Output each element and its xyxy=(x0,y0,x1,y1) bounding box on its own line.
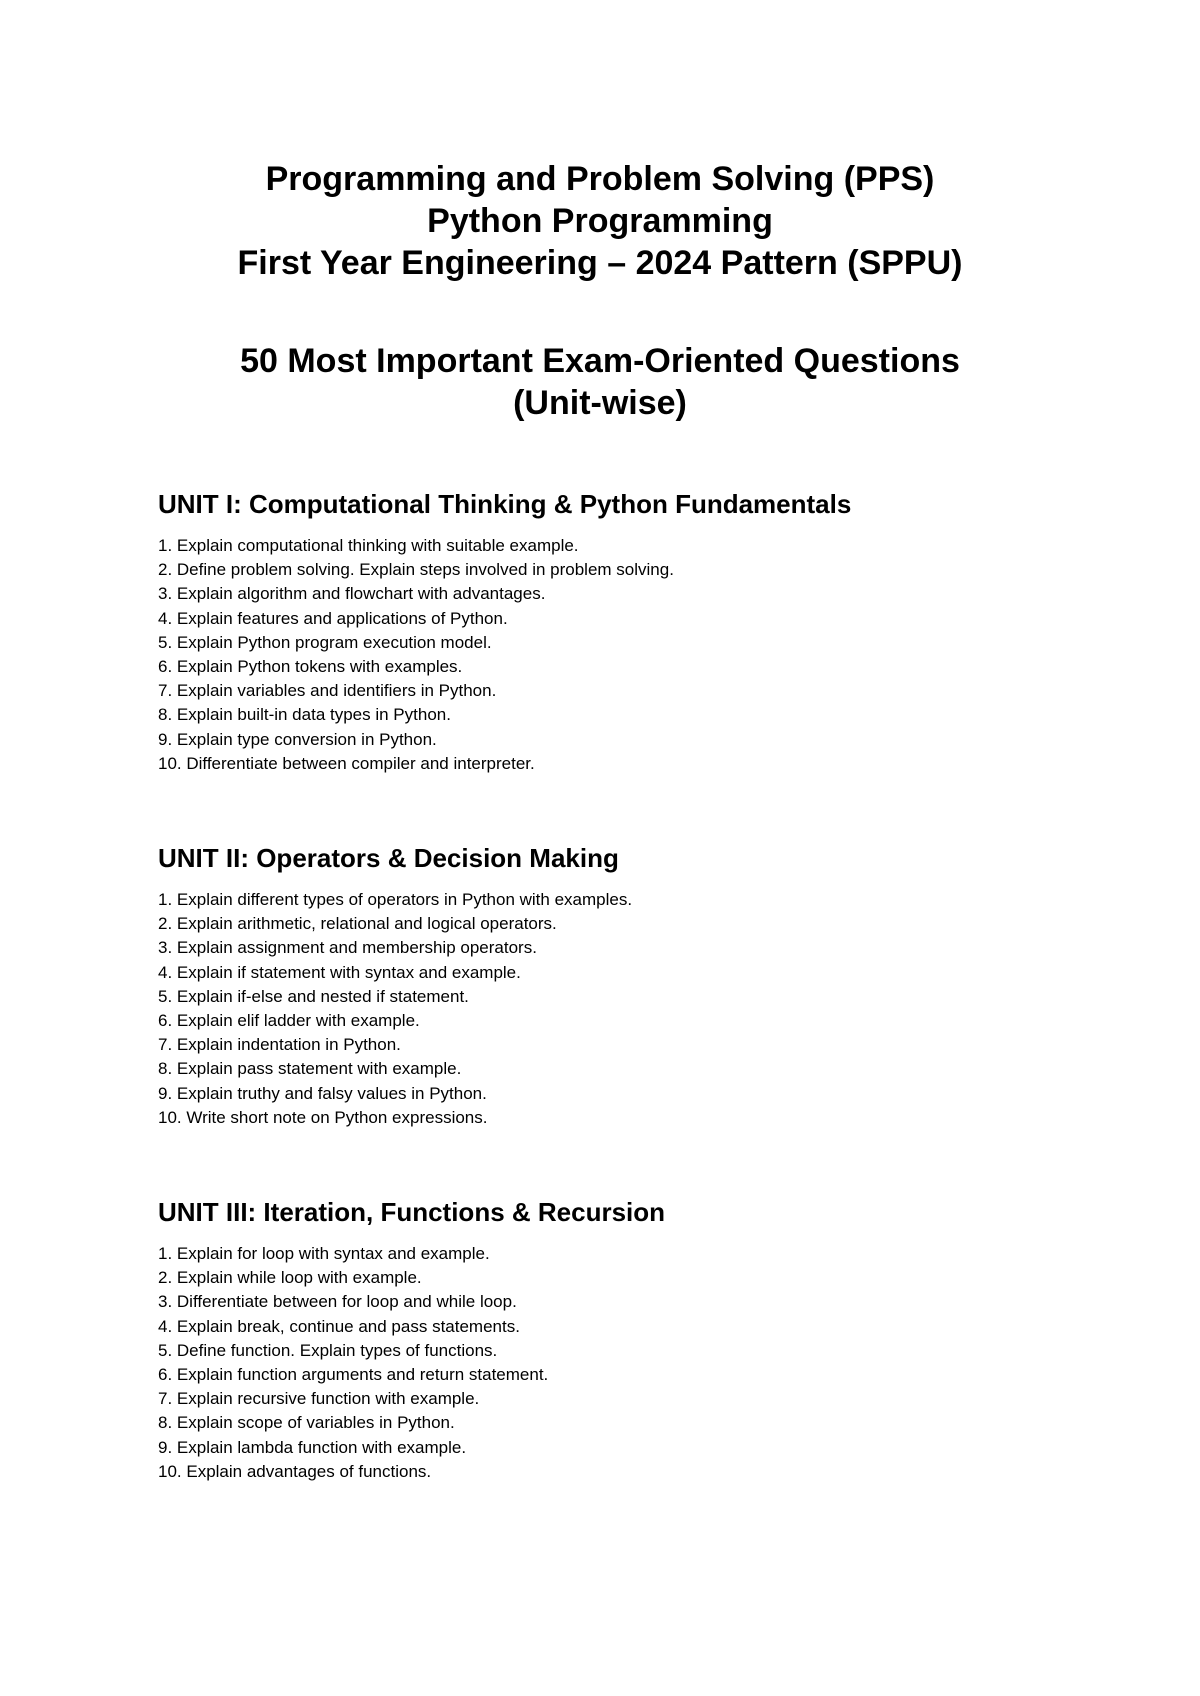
title-line-course: Programming and Problem Solving (PPS) xyxy=(265,160,935,198)
question-item: 1. Explain for loop with syntax and example. xyxy=(158,1244,490,1263)
question-item: 9. Explain type conversion in Python. xyxy=(158,729,437,749)
question-item: 3. Explain algorithm and flowchart with advantages. xyxy=(158,584,546,604)
question-item: 9. Explain truthy and falsy values in Python. xyxy=(158,1083,487,1103)
question-item: 2. Define problem solving. Explain steps involved in problem solving. xyxy=(158,560,674,580)
question-item: 7. Explain variables and identifiers in Python. xyxy=(158,681,497,701)
question-item: 6. Explain Python tokens with examples. xyxy=(158,657,463,677)
question-item: 3. Explain assignment and membership operators. xyxy=(158,938,537,958)
subtitle-line-unitwise: (Unit-wise) xyxy=(513,384,687,422)
unit-heading: UNIT I: Computational Thinking & Python Fundamentals xyxy=(158,489,852,519)
question-item: 10. Differentiate between compiler and interpreter. xyxy=(158,753,535,773)
question-item: 8. Explain scope of variables in Python. xyxy=(158,1413,455,1433)
document-title xyxy=(0,158,1200,284)
question-item: 1. Explain computational thinking with suitable example. xyxy=(158,536,579,555)
question-item: 5. Define function. Explain types of functions. xyxy=(158,1340,498,1360)
question-item: 4. Explain break, continue and pass statements. xyxy=(158,1316,520,1336)
question-item: 4. Explain if statement with syntax and example. xyxy=(158,962,521,982)
question-item: 4. Explain features and applications of Python. xyxy=(158,608,508,628)
question-item: 2. Explain arithmetic, relational and logical operators. xyxy=(158,914,557,934)
question-item: 7. Explain recursive function with example. xyxy=(158,1389,480,1409)
question-item: 6. Explain elif ladder with example. xyxy=(158,1011,420,1031)
title-line-subject: Python Programming xyxy=(427,202,773,240)
question-list xyxy=(158,534,1058,776)
unit-3-section xyxy=(158,1196,1058,1484)
unit-1-section xyxy=(158,488,1058,776)
question-list xyxy=(158,888,1058,1130)
question-item: 10. Explain advantages of functions. xyxy=(158,1461,432,1481)
question-item: 5. Explain Python program execution model. xyxy=(158,632,492,652)
unit-heading: UNIT II: Operators & Decision Making xyxy=(158,843,619,873)
question-item: 10. Write short note on Python expressions. xyxy=(158,1107,488,1127)
question-item: 7. Explain indentation in Python. xyxy=(158,1035,401,1055)
document-subtitle xyxy=(0,340,1200,424)
question-item: 8. Explain built-in data types in Python. xyxy=(158,705,451,725)
question-list xyxy=(158,1242,1058,1484)
unit-2-section xyxy=(158,842,1058,1130)
question-item: 8. Explain pass statement with example. xyxy=(158,1059,462,1079)
question-item: 1. Explain different types of operators in Python with examples. xyxy=(158,890,633,909)
question-item: 6. Explain function arguments and return statement. xyxy=(158,1365,549,1385)
subtitle-line-questions: 50 Most Important Exam-Oriented Questions xyxy=(240,342,960,380)
question-item: 5. Explain if-else and nested if statement. xyxy=(158,986,469,1006)
question-item: 3. Differentiate between for loop and while loop. xyxy=(158,1292,517,1312)
question-item: 2. Explain while loop with example. xyxy=(158,1268,422,1288)
unit-heading: UNIT III: Iteration, Functions & Recursion xyxy=(158,1197,666,1227)
title-line-pattern: First Year Engineering – 2024 Pattern (SPPU) xyxy=(237,244,963,282)
question-item: 9. Explain lambda function with example. xyxy=(158,1437,467,1457)
